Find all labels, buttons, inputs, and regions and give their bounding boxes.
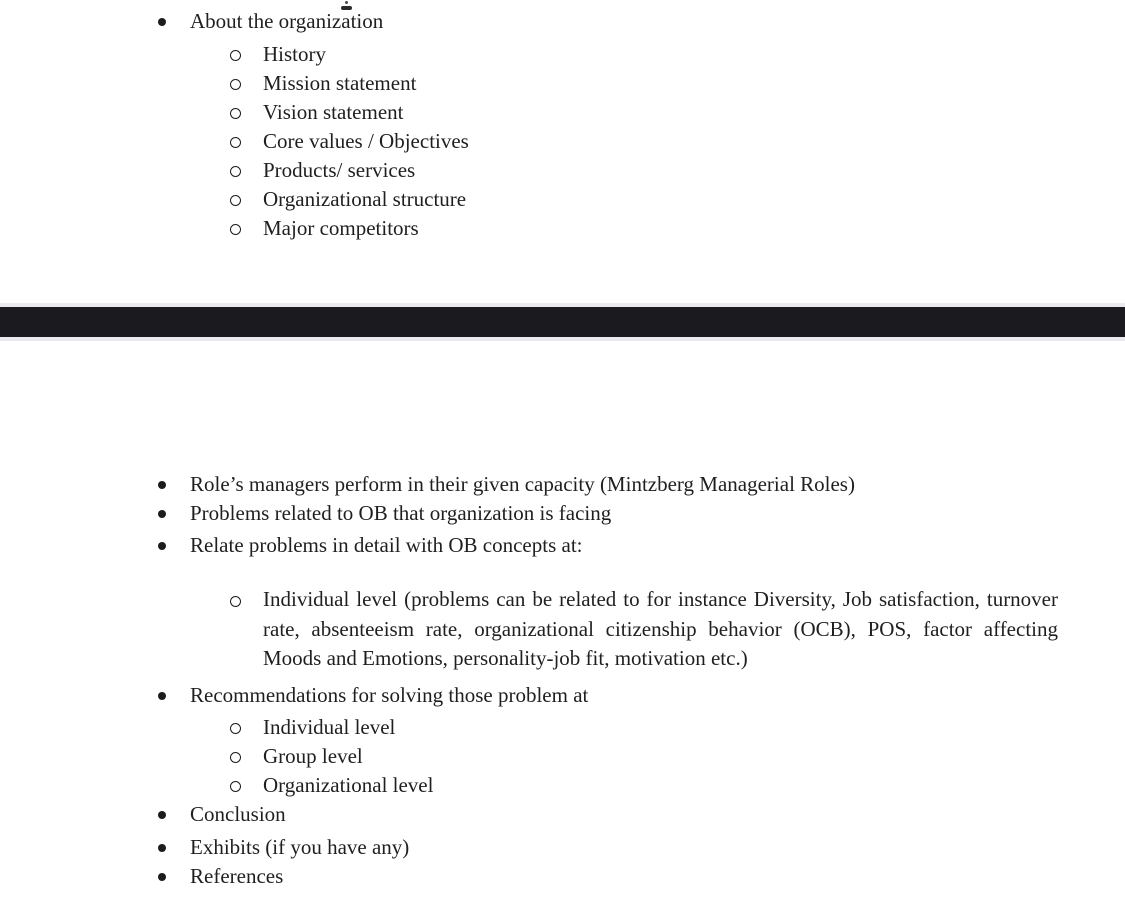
circle-bullet-icon bbox=[230, 195, 241, 206]
list-item-label: Conclusion bbox=[190, 801, 286, 826]
paragraph-text: Individual level (problems can be related to for instance Diversity, Job satisfaction, turnover rate, absenteeism rate, organizational citizenship behavior (OCB), POS, factor affecting Moods and Emotions, personality-job fit, motivation etc.) bbox=[263, 587, 1058, 671]
list-item-major-competitors bbox=[0, 214, 1125, 243]
list-item-organizational-structure bbox=[0, 185, 1125, 214]
list-item-products-services bbox=[0, 156, 1125, 185]
list-item-label: Individual level bbox=[263, 714, 396, 739]
list-item-label: Role’s managers perform in their given capacity (Mintzberg Managerial Roles) bbox=[190, 472, 855, 496]
bullet-icon bbox=[158, 481, 166, 489]
list-item-about-organization bbox=[0, 7, 1125, 36]
circle-bullet-icon bbox=[230, 50, 241, 61]
list-item-label: Mission statement bbox=[263, 71, 417, 95]
page-separator bbox=[0, 303, 1125, 341]
bullet-icon bbox=[158, 873, 166, 881]
bullet-icon bbox=[158, 811, 166, 819]
list-item-roles-managers bbox=[0, 470, 1125, 499]
list-item-label: Relate problems in detail with OB concepts at: bbox=[190, 533, 583, 557]
bullet-icon bbox=[158, 844, 166, 852]
circle-bullet-icon bbox=[230, 108, 241, 119]
list-item-conclusion bbox=[0, 800, 1125, 829]
list-item-label: Core values / Objectives bbox=[263, 129, 469, 153]
circle-bullet-icon bbox=[230, 723, 241, 734]
circle-bullet-icon bbox=[230, 781, 241, 792]
list-item-label: History bbox=[263, 42, 326, 66]
list-item-relate-problems bbox=[0, 531, 1125, 560]
list-item-organizational-level bbox=[0, 771, 1125, 800]
bullet-icon bbox=[158, 542, 166, 550]
list-item-label: About the organization bbox=[190, 9, 384, 33]
list-item-recommendations bbox=[0, 681, 1125, 710]
list-item-label: Problems related to OB that organization is facing bbox=[190, 501, 612, 525]
circle-bullet-icon bbox=[230, 137, 241, 148]
list-item-individual-level-paragraph bbox=[0, 585, 1058, 674]
list-item-label: Products/ services bbox=[263, 158, 416, 182]
list-item-group-level bbox=[0, 742, 1125, 771]
list-item-label: Exhibits (if you have any) bbox=[190, 834, 410, 859]
list-item-mission-statement bbox=[0, 69, 1125, 98]
page-separator-bar bbox=[0, 307, 1125, 337]
list-item-individual-level bbox=[0, 713, 1125, 742]
list-item-references bbox=[0, 862, 1125, 891]
about-sublist bbox=[0, 40, 1125, 243]
list-item-label: Organizational level bbox=[263, 772, 434, 797]
list-item-label: Vision statement bbox=[263, 100, 404, 124]
list-item-label: Major competitors bbox=[263, 216, 419, 240]
list-item-core-values bbox=[0, 127, 1125, 156]
list-item-label: Recommendations for solving those problem at bbox=[190, 682, 589, 707]
document-page-1 bbox=[0, 7, 1125, 243]
circle-bullet-icon bbox=[230, 752, 241, 763]
bullet-icon bbox=[158, 18, 166, 26]
bullet-icon bbox=[158, 510, 166, 518]
circle-bullet-icon bbox=[230, 79, 241, 90]
circle-bullet-icon bbox=[230, 166, 241, 177]
list-item-exhibits bbox=[0, 833, 1125, 862]
list-item-vision-statement bbox=[0, 98, 1125, 127]
recommendations-sublist bbox=[0, 713, 1125, 800]
document-page-2 bbox=[0, 470, 1125, 891]
list-item-problems-related bbox=[0, 499, 1125, 528]
list-item-label: Organizational structure bbox=[263, 187, 467, 211]
circle-bullet-icon bbox=[230, 596, 241, 607]
bullet-icon bbox=[158, 692, 166, 700]
list-item-label: Group level bbox=[263, 743, 363, 768]
list-item-history bbox=[0, 40, 1125, 69]
list-item-label: References bbox=[190, 863, 284, 888]
circle-bullet-icon bbox=[230, 224, 241, 235]
